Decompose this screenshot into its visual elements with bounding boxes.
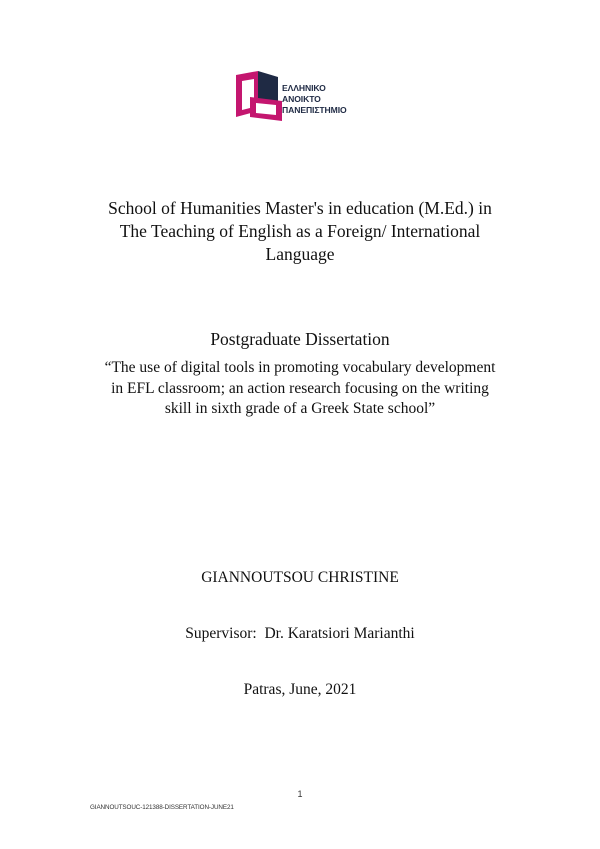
dissertation-title-line: in EFL classroom; an action research focusing on the writing: [111, 379, 489, 397]
school-heading: [60, 197, 540, 266]
supervisor-line: Supervisor: Dr. Karatsiori Marianthi: [185, 625, 415, 642]
university-name-line-3: ΠΑΝΕΠΙΣΤΗΜΙΟ: [282, 105, 347, 115]
dissertation-title: [60, 358, 540, 420]
place-date: Patras, June, 2021: [243, 681, 357, 698]
school-heading-line: The Teaching of English as a Foreign/ International: [119, 221, 481, 241]
school-heading-line: School of Humanities Master's in education (M.Ed.) in: [108, 198, 492, 218]
dissertation-type: Postgraduate Dissertation: [210, 329, 390, 349]
university-name-line-2: ΑΝΟΙΚΤΟ: [282, 94, 321, 104]
dissertation-title-line: skill in sixth grade of a Greek State school”: [164, 400, 436, 417]
school-heading-line: Language: [265, 244, 335, 264]
document-id: GIANNOUTSOUC-121388-DISSERTATION-JUNE21: [90, 804, 234, 811]
dissertation-title-line: “The use of digital tools in promoting vocabulary development: [104, 359, 496, 376]
university-logo: [236, 71, 376, 121]
page-number: 1: [297, 789, 303, 799]
author-name: GIANNOUTSOU CHRISTINE: [201, 569, 399, 586]
university-name: [282, 83, 347, 116]
university-logo-icon: [236, 71, 284, 121]
university-name-line-1: ΕΛΛΗΝΙΚΟ: [282, 83, 326, 93]
